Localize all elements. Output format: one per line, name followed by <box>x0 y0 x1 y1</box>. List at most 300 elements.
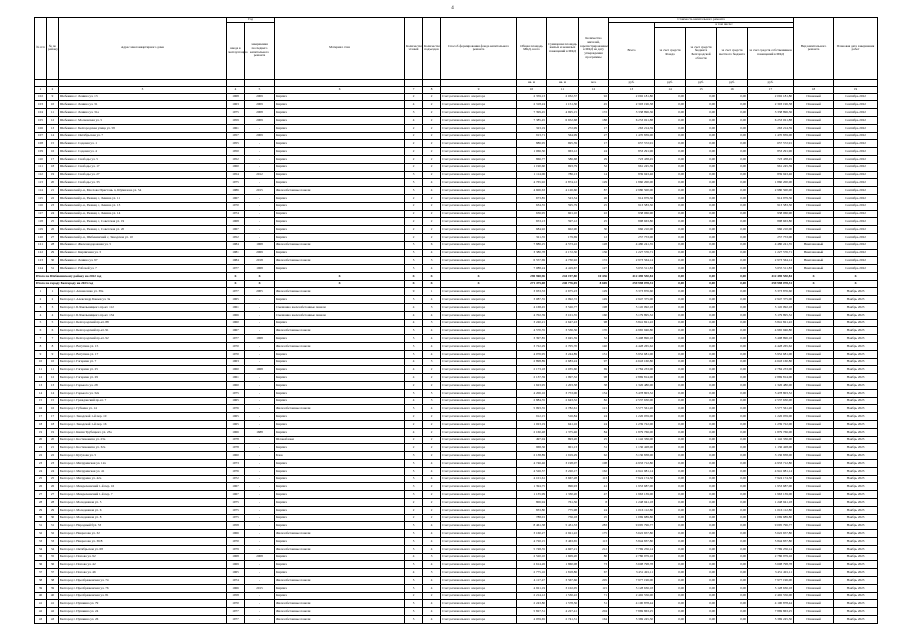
table-cell: 9 <box>47 93 59 101</box>
table-cell: 0,00 <box>717 210 748 218</box>
table-cell: 2015 <box>245 187 275 195</box>
table-cell: 2 775,16 <box>517 569 547 577</box>
table-cell: 3 045,59 <box>547 335 579 343</box>
table-cell: 1688 <box>245 428 275 436</box>
table-cell: 98 <box>579 374 609 382</box>
table-cell: Плановый <box>794 537 834 545</box>
table-cell: 912,15 <box>517 413 547 421</box>
table-cell: 0,00 <box>717 148 748 156</box>
table-cell: Счет регионального оператора <box>441 241 517 249</box>
table-cell: Плановый <box>794 561 834 569</box>
table-cell: Белгород г. Мичуринская ул. 12а <box>59 460 227 468</box>
table-cell: Шебекино г. Свободы ул. 27 <box>59 171 227 179</box>
table-cell: 1 860 200,00 <box>609 179 655 187</box>
table-cell: 0,00 <box>717 569 748 577</box>
table-cell: 29 <box>47 506 59 514</box>
table-cell: 0,00 <box>686 397 717 405</box>
table-cell: 0,00 <box>686 460 717 468</box>
summary-cell: 0,00 <box>655 280 686 288</box>
table-cell: 0,00 <box>717 343 748 351</box>
capital-repair-table <box>34 17 878 624</box>
table-cell: 25 <box>579 436 609 444</box>
table-cell: 1 470 839,00 <box>748 132 794 140</box>
table-row <box>35 615 878 623</box>
summary-cell: X <box>275 272 405 280</box>
table-cell: - <box>245 421 275 429</box>
table-cell: 0,00 <box>717 405 748 413</box>
header-including: в том числе: <box>655 22 794 27</box>
column-index-cell: 2 <box>47 86 59 93</box>
summary-cell: 244 197,80 <box>547 272 579 280</box>
table-cell: 3 198,07 <box>547 460 579 468</box>
table-cell: 4 <box>405 397 423 405</box>
table-cell: 205 <box>579 576 609 584</box>
table-cell: Кирпич <box>275 101 405 109</box>
table-cell: 28 <box>47 241 59 249</box>
table-cell: 0,00 <box>655 124 686 132</box>
table-cell: - <box>245 319 275 327</box>
table-cell: 0,00 <box>655 304 686 312</box>
table-cell: 2 <box>423 366 441 374</box>
table-cell: 149 <box>579 296 609 304</box>
unit-cell: руб. <box>717 79 748 86</box>
table-cell: Плановый <box>794 584 834 592</box>
table-cell: 2 <box>47 296 59 304</box>
table-row <box>35 249 878 257</box>
table-cell: - <box>245 202 275 210</box>
table-cell: 0,00 <box>717 584 748 592</box>
table-cell: 0,00 <box>717 545 748 553</box>
column-index-cell: 11 <box>547 86 579 93</box>
table-cell: 5 478 803,52 <box>748 389 794 397</box>
table-cell: 27 <box>35 491 47 499</box>
table-cell: 122 <box>35 249 47 257</box>
table-cell: 20 <box>47 179 59 187</box>
table-cell: 2 980 500,00 <box>748 187 794 195</box>
table-cell: 3 <box>405 109 423 117</box>
table-cell: Кирпич <box>275 296 405 304</box>
table-cell: Кирпич <box>275 233 405 241</box>
table-cell: 693,79 <box>547 163 579 171</box>
table-cell: 0,00 <box>655 374 686 382</box>
table-cell: 13 <box>47 124 59 132</box>
table-cell: Плановый <box>794 491 834 499</box>
table-cell: 22 <box>47 452 59 460</box>
table-cell: 18 <box>47 421 59 429</box>
table-cell: 0,00 <box>655 226 686 234</box>
table-cell: 1977 <box>227 615 245 623</box>
table-cell: 119 <box>35 226 47 234</box>
table-cell: 4 <box>405 311 423 319</box>
table-cell: - <box>245 475 275 483</box>
table-cell: 2 <box>405 210 423 218</box>
table-cell: 283 <box>579 522 609 530</box>
table-cell: 7 977 196,00 <box>609 576 655 584</box>
table-cell: Кирпич <box>275 140 405 148</box>
table-cell: 18 <box>47 163 59 171</box>
table-cell: 14 <box>579 171 609 179</box>
table-cell: 4 765,92 <box>517 179 547 187</box>
table-cell: Белгород г. Преображенская ул. 76 <box>59 584 227 592</box>
table-cell: 129 <box>579 179 609 187</box>
table-cell: 5 844 837,80 <box>609 537 655 545</box>
table-row <box>35 397 878 405</box>
table-cell: 3 373 876,60 <box>748 288 794 296</box>
table-cell: - <box>245 545 275 553</box>
table-cell: Белгород г. Менделеевский 1-й пер. 7 <box>59 491 227 499</box>
table-cell: Плановый <box>794 233 834 241</box>
table-cell: 4 <box>405 374 423 382</box>
table-cell: 0,00 <box>686 576 717 584</box>
table-cell: 938 066,90 <box>609 210 655 218</box>
table-cell: 0,00 <box>655 444 686 452</box>
table-cell: 1963 <box>227 358 245 366</box>
table-cell: 1957 <box>227 132 245 140</box>
table-cell: 5 <box>405 530 423 538</box>
table-cell: 0,00 <box>686 202 717 210</box>
table-cell: Белгород г. Губкина ул. 14 <box>59 405 227 413</box>
table-cell: Счет регионального оператора <box>441 335 517 343</box>
table-cell: Счет регионального оператора <box>441 483 517 491</box>
table-cell: Сентябрь 2022 <box>834 163 878 171</box>
table-cell: 2 <box>423 124 441 132</box>
table-cell: 18 <box>35 421 47 429</box>
summary-cell: Итого по городу Белгороду на 2023 год <box>35 280 227 288</box>
table-cell: Белгород г. Пушкина ул. 26 <box>59 615 227 623</box>
table-cell: 52 <box>579 163 609 171</box>
table-cell: Белгород г. Пушкина ул. 24 <box>59 608 227 616</box>
table-cell: 4 480 241,35 <box>609 241 655 249</box>
table-cell: 4 <box>423 296 441 304</box>
table-cell: 2 <box>405 148 423 156</box>
table-cell: 1 190,60 <box>517 163 547 171</box>
table-cell: Белгород г. Пушкина ул. 79 <box>59 600 227 608</box>
table-cell: 4 419,67 <box>547 265 579 273</box>
table-cell: Сентябрь 2022 <box>834 257 878 265</box>
table-cell: Плановый <box>794 179 834 187</box>
table-cell: 1966 <box>227 584 245 592</box>
table-cell: Белгород г. Преображенская ул. 81 <box>59 592 227 600</box>
table-cell: 7 977 196,00 <box>748 576 794 584</box>
table-cell: 4 <box>423 350 441 358</box>
table-cell: 3 <box>423 553 441 561</box>
table-cell: Железобетонные панели <box>275 608 405 616</box>
table-cell: 15 <box>35 397 47 405</box>
table-cell: - <box>245 452 275 460</box>
table-cell: Сентябрь 2022 <box>834 202 878 210</box>
table-cell: 2 359,13 <box>517 93 547 101</box>
header-repair-cost: Стоимость капитального ремонта <box>609 18 794 23</box>
table-cell: 110 <box>35 155 47 163</box>
table-cell: 0,00 <box>655 522 686 530</box>
table-cell: 0,00 <box>686 537 717 545</box>
table-cell: 1 023,19 <box>517 421 547 429</box>
table-cell: 25 <box>579 202 609 210</box>
table-cell: 22 <box>35 452 47 460</box>
table-cell: 2 <box>405 155 423 163</box>
table-cell: 5 <box>405 257 423 265</box>
table-cell: Шебекинский р-н, Маслова Пристань п, Шумилова ул. 54 <box>59 187 227 195</box>
table-cell: 4 <box>47 311 59 319</box>
table-cell: 0,00 <box>717 249 748 257</box>
table-cell: 2 <box>423 132 441 140</box>
table-cell: 673,85 <box>517 194 547 202</box>
table-cell: 272,99 <box>547 124 579 132</box>
table-cell: 5 748,35 <box>517 545 547 553</box>
table-cell: Плановый <box>794 436 834 444</box>
table-cell: Плановый <box>794 358 834 366</box>
table-cell: 4 <box>423 584 441 592</box>
table-cell: 2009 <box>245 101 275 109</box>
table-cell: Шебекино г. Свободы ул. 17 <box>59 163 227 171</box>
table-cell: 2009 <box>245 93 275 101</box>
table-cell: - <box>245 296 275 304</box>
table-cell: 0,00 <box>655 499 686 507</box>
table-cell: Кирпич <box>275 514 405 522</box>
table-cell: Счет регионального оператора <box>441 202 517 210</box>
table-cell: 914 979,36 <box>748 194 794 202</box>
table-row <box>35 436 878 444</box>
table-cell: Плановый <box>794 592 834 600</box>
table-cell: Счет регионального оператора <box>441 522 517 530</box>
table-cell: 2018 <box>245 257 275 265</box>
table-row <box>35 584 878 592</box>
table-cell: 1952 <box>227 155 245 163</box>
table-cell: 13 <box>47 382 59 390</box>
table-cell: 5 <box>423 389 441 397</box>
table-cell: Счет регионального оператора <box>441 569 517 577</box>
table-cell: 1968 <box>227 93 245 101</box>
column-index-cell: 6 <box>275 86 405 93</box>
table-cell: 24 <box>35 467 47 475</box>
table-cell: 5 <box>405 467 423 475</box>
table-cell: 98 <box>579 319 609 327</box>
table-cell: 2 <box>405 413 423 421</box>
table-cell: Плановый <box>794 163 834 171</box>
table-cell: 0,00 <box>686 530 717 538</box>
table-cell: Ноябрь 2023 <box>834 553 878 561</box>
table-cell: Шебекино г. Садовая ул. 1 <box>59 140 227 148</box>
table-cell: 11 <box>47 366 59 374</box>
table-cell: 1970 <box>227 600 245 608</box>
table-cell: 1 248 941,18 <box>748 499 794 507</box>
table-cell: 3 933,33 <box>517 288 547 296</box>
table-cell: 15 <box>47 140 59 148</box>
table-cell: Белгород г. Молодежная ул. 8 <box>59 514 227 522</box>
table-cell: Ноябрь 2023 <box>834 475 878 483</box>
table-cell: 2 869 814,00 <box>609 374 655 382</box>
table-cell: Плановый <box>794 319 834 327</box>
table-cell: 1 151,30 <box>547 101 579 109</box>
table-cell: 0,00 <box>686 499 717 507</box>
table-cell: 0,00 <box>655 545 686 553</box>
header-total-area: Общая площадь МКД, всего <box>517 18 547 80</box>
table-cell: 3 <box>423 304 441 312</box>
table-cell: 2 092 181,80 <box>748 93 794 101</box>
table-cell: 6 <box>47 327 59 335</box>
table-cell: 0,00 <box>717 194 748 202</box>
table-cell: 1954 <box>227 171 245 179</box>
table-cell: 3 220,17 <box>547 467 579 475</box>
column-index-cell: 16 <box>717 86 748 93</box>
table-cell: 1967 <box>227 226 245 234</box>
table-cell: Белгород г. Заводской 1-й пер. 10 <box>59 413 227 421</box>
table-cell: Ноябрь 2023 <box>834 374 878 382</box>
table-cell: 14 <box>47 132 59 140</box>
table-cell: 121 <box>579 405 609 413</box>
table-cell: 23 <box>35 460 47 468</box>
table-cell: 0,00 <box>717 257 748 265</box>
table-cell: 938 066,90 <box>748 210 794 218</box>
table-cell: 2 <box>423 116 441 124</box>
table-cell: Ноябрь 2023 <box>834 608 878 616</box>
table-cell: 5 369 245,50 <box>748 615 794 623</box>
table-cell: Сентябрь 2022 <box>834 226 878 234</box>
column-index-cell: 7 <box>405 86 423 93</box>
table-cell: 3 722,29 <box>517 343 547 351</box>
table-cell: 0,00 <box>686 452 717 460</box>
table-cell: 1968 <box>245 335 275 343</box>
table-cell: 0,00 <box>717 452 748 460</box>
table-cell: - <box>245 124 275 132</box>
table-cell: 17 <box>579 140 609 148</box>
table-cell: Ноябрь 2023 <box>834 436 878 444</box>
table-cell: Сентябрь 2022 <box>834 155 878 163</box>
table-cell: 4 <box>423 537 441 545</box>
table-cell: 123 <box>35 257 47 265</box>
column-index-cell: 10 <box>517 86 547 93</box>
table-cell: 2 <box>405 218 423 226</box>
table-cell: 172 <box>579 257 609 265</box>
table-cell: 31 <box>47 265 59 273</box>
table-cell: 1968 <box>227 553 245 561</box>
table-cell: 2 <box>423 155 441 163</box>
table-row <box>35 366 878 374</box>
table-cell: 5 952 681,00 <box>609 350 655 358</box>
header-commissioning: ввода в эксплуатацию <box>227 22 245 79</box>
table-cell: Плановый <box>794 460 834 468</box>
table-cell: 1 016 112,80 <box>748 506 794 514</box>
table-cell: 71 <box>579 592 609 600</box>
table-cell: 131 <box>579 350 609 358</box>
table-cell: 2005 <box>245 288 275 296</box>
table-cell: 4 933 712,80 <box>609 460 655 468</box>
table-cell: 1960 <box>227 366 245 374</box>
table-cell: 6 253 021,88 <box>748 116 794 124</box>
table-cell: 4 643 160,80 <box>748 358 794 366</box>
table-cell: Белгород г. Мичурина ул. 42а <box>59 475 227 483</box>
table-cell: 806,94 <box>517 499 547 507</box>
table-cell: 5 128 636,18 <box>748 584 794 592</box>
table-cell: 5 <box>405 249 423 257</box>
table-cell: - <box>245 226 275 234</box>
table-cell: 523,54 <box>547 194 579 202</box>
table-cell: 723 438,45 <box>748 155 794 163</box>
table-cell: 786,13 <box>547 171 579 179</box>
table-cell: Кирпич <box>275 382 405 390</box>
table-cell: 3 <box>405 171 423 179</box>
table-cell: 4 720,15 <box>517 537 547 545</box>
table-cell: 172 <box>579 109 609 117</box>
table-cell: 25 <box>579 218 609 226</box>
table-cell: 51 <box>579 600 609 608</box>
table-cell: 3 608 798,78 <box>748 561 794 569</box>
table-row <box>35 608 878 616</box>
table-cell: Белгород г. Костюковича ул. 23а <box>59 436 227 444</box>
summary-cell: 412 490 550,84 <box>609 272 655 280</box>
table-cell: 2009 <box>245 132 275 140</box>
table-cell: - <box>245 304 275 312</box>
table-cell: 3 338 896,36 <box>748 109 794 117</box>
table-cell: 0,00 <box>655 428 686 436</box>
table-cell: 0,00 <box>717 514 748 522</box>
table-cell: 1966 <box>227 311 245 319</box>
table-cell: 4 <box>423 311 441 319</box>
table-cell: 0,00 <box>655 475 686 483</box>
table-cell: 1974 <box>227 576 245 584</box>
table-cell: 1 203,58 <box>547 382 579 390</box>
table-cell: Внеплановый <box>794 249 834 257</box>
table-cell: 1960 <box>227 163 245 171</box>
table-cell: 35 <box>47 553 59 561</box>
table-cell: Плановый <box>794 155 834 163</box>
table-cell: 0,00 <box>717 265 748 273</box>
table-cell: 0,00 <box>686 226 717 234</box>
table-cell: 1965 <box>227 296 245 304</box>
table-cell: Железобетонные панели <box>275 288 405 296</box>
table-cell: 43 <box>47 615 59 623</box>
table-cell: 114 <box>35 187 47 195</box>
table-cell: Плановый <box>794 327 834 335</box>
table-cell: 963,12 <box>547 148 579 156</box>
table-cell: 2 <box>405 514 423 522</box>
table-cell: 4 941 981,14 <box>748 467 794 475</box>
table-cell: Счет регионального оператора <box>441 319 517 327</box>
table-cell: 12 <box>35 374 47 382</box>
table-cell: 39 <box>47 584 59 592</box>
table-cell: Белгород г. Некрасова ул. 36/8 <box>59 537 227 545</box>
table-cell: 2 <box>405 499 423 507</box>
table-row <box>35 592 878 600</box>
table-cell: 0,00 <box>655 491 686 499</box>
table-cell: 0,00 <box>717 101 748 109</box>
summary-cell: X <box>794 272 834 280</box>
table-row <box>35 194 878 202</box>
table-cell: Шебекинский р-н, Ржавец с, Ленина ул. 13 <box>59 202 227 210</box>
table-cell: 5 <box>405 187 423 195</box>
table-cell: Шебекино г. Белгородская улица ул. 58 <box>59 124 227 132</box>
header-cost-total: Всего <box>609 22 655 79</box>
table-cell: 4 126,60 <box>547 187 579 195</box>
table-cell: 761,56 <box>547 499 579 507</box>
table-cell: 913,71 <box>517 132 547 140</box>
table-cell: 2 973 564,14 <box>609 257 655 265</box>
table-cell: Белгород г. Белгородский пр-кт. 92 <box>59 335 227 343</box>
table-cell: 0,00 <box>686 366 717 374</box>
table-cell: 102 <box>35 93 47 101</box>
table-cell: 0,00 <box>717 499 748 507</box>
table-cell: 7 088,24 <box>517 265 547 273</box>
table-cell: 5 <box>405 475 423 483</box>
table-cell: 82 <box>579 397 609 405</box>
table-cell: 118 <box>35 218 47 226</box>
table-cell: 0,00 <box>655 202 686 210</box>
table-cell: 2 138,89 <box>517 452 547 460</box>
table-cell: Кирпич <box>275 155 405 163</box>
column-index-cell: 8 <box>423 86 441 93</box>
table-cell: Счет регионального оператора <box>441 615 517 623</box>
table-cell: 0,00 <box>686 265 717 273</box>
